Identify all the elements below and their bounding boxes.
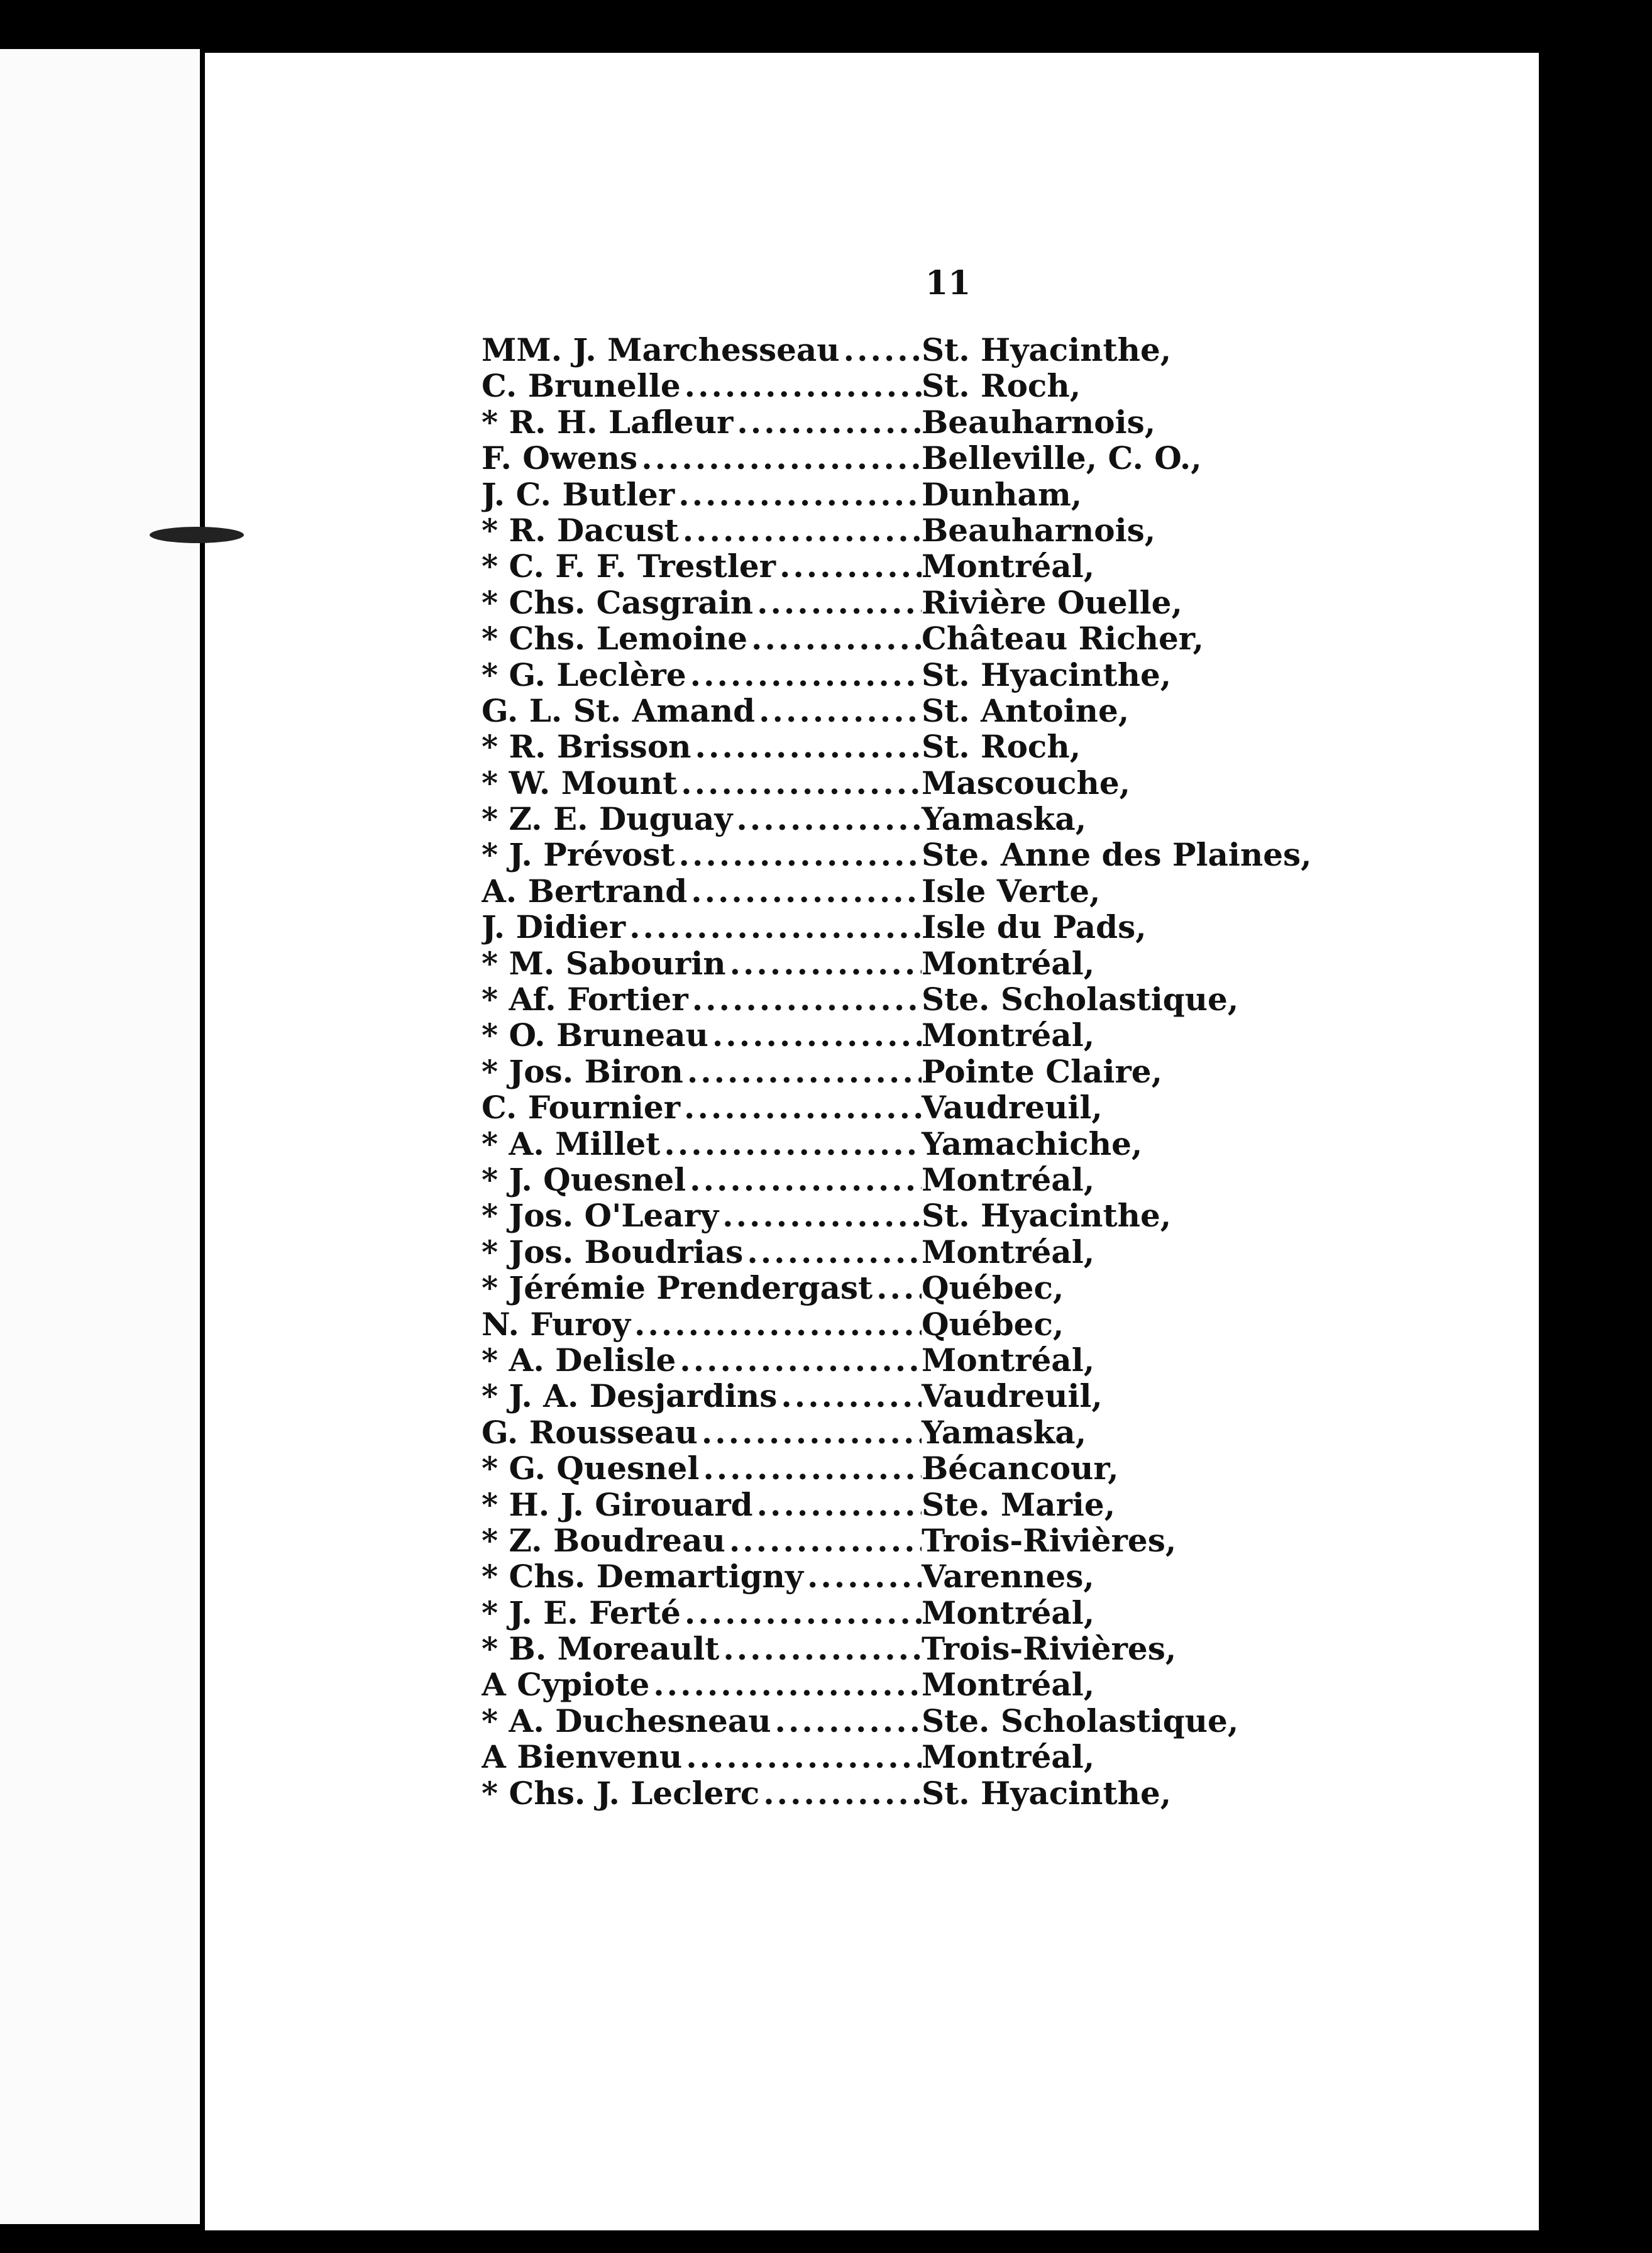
- list-item: [482, 1558, 1324, 1594]
- entry-name: * Z. E. Duguay: [482, 801, 733, 837]
- list-item: [482, 1089, 1324, 1125]
- entry-place: St. Roch,: [922, 367, 1081, 405]
- list-item: [482, 1378, 1324, 1414]
- entry-name-cell: [482, 1017, 922, 1053]
- list-item: [482, 1054, 1324, 1089]
- dot-leader: [683, 512, 922, 548]
- entry-name: * Chs. Demartigny: [482, 1558, 803, 1595]
- list-item: [482, 1775, 1324, 1811]
- dot-leader: [757, 1487, 922, 1523]
- dot-leader: [653, 1666, 922, 1702]
- entry-place: Montréal,: [922, 1016, 1095, 1054]
- entry-name-cell: [482, 512, 922, 548]
- entry-place: Montréal,: [922, 548, 1095, 585]
- entry-name-cell: [482, 368, 922, 404]
- list-item: [482, 476, 1324, 512]
- entry-name-cell: [482, 1270, 922, 1306]
- entry-name-cell: [482, 1089, 922, 1125]
- list-item: [482, 693, 1324, 729]
- dot-leader: [844, 332, 922, 368]
- entry-place: Québec,: [922, 1305, 1064, 1343]
- list-item: [482, 1017, 1324, 1053]
- entry-name: * J. Prévost: [482, 837, 675, 873]
- entry-name: * Jos. O'Leary: [482, 1198, 719, 1234]
- page-number: 11: [925, 264, 971, 302]
- entry-place: Isle du Pads,: [922, 908, 1147, 946]
- entry-name-cell: [482, 945, 922, 981]
- list-item: [482, 585, 1324, 620]
- list-item: [482, 1487, 1324, 1523]
- entry-name-cell: [482, 1126, 922, 1162]
- entry-place: Ste. Marie,: [922, 1485, 1116, 1523]
- dot-leader: [641, 440, 922, 476]
- list-item: [482, 765, 1324, 801]
- entry-name-cell: [482, 1631, 922, 1666]
- list-item: [482, 981, 1324, 1017]
- dot-leader: [736, 801, 922, 837]
- entry-name: * M. Sabourin: [482, 945, 726, 981]
- list-item: [482, 1306, 1324, 1342]
- list-item: [482, 1342, 1324, 1378]
- dot-leader: [686, 1739, 922, 1775]
- entry-place: Varennes,: [922, 1558, 1094, 1595]
- list-item: [482, 657, 1324, 693]
- entry-place: Dunham,: [922, 475, 1082, 513]
- dot-leader: [687, 1054, 922, 1089]
- entry-place: Yamaska,: [922, 800, 1087, 838]
- entry-place: Trois-Rivières,: [922, 1630, 1177, 1668]
- list-item: [482, 1595, 1324, 1631]
- entry-name-cell: [482, 765, 922, 801]
- list-item: [482, 1631, 1324, 1666]
- list-item: [482, 1666, 1324, 1702]
- entry-name: * A. Delisle: [482, 1341, 676, 1378]
- entry-place: Rivière Ouelle,: [922, 583, 1182, 621]
- dot-leader: [751, 620, 922, 656]
- entry-name: * Z. Boudreau: [482, 1522, 725, 1558]
- entry-name-cell: [482, 332, 922, 368]
- entry-name: * A. Duchesneau: [482, 1702, 771, 1739]
- dot-leader: [781, 1378, 922, 1414]
- facing-page-edge: [0, 49, 200, 2224]
- entry-name-cell: [482, 476, 922, 512]
- entry-place: Beauharnois,: [922, 511, 1156, 549]
- list-item: [482, 873, 1324, 909]
- entry-name-cell: [482, 1595, 922, 1631]
- entry-name-cell: [482, 729, 922, 764]
- dot-leader: [690, 1162, 922, 1198]
- entry-name: * B. Moreault: [482, 1631, 720, 1667]
- entry-name-cell: [482, 1450, 922, 1486]
- entry-name-cell: [482, 404, 922, 440]
- entry-place: Vaudreuil,: [922, 1089, 1103, 1126]
- entry-name: * R. H. Lafleur: [482, 404, 734, 440]
- dot-leader: [747, 1234, 922, 1270]
- dot-leader: [685, 1595, 922, 1631]
- entry-place: St. Hyacinthe,: [922, 1774, 1172, 1812]
- entry-name-cell: [482, 657, 922, 693]
- entry-name-cell: [482, 1306, 922, 1342]
- entry-place: Vaudreuil,: [922, 1377, 1103, 1415]
- dot-leader: [775, 1703, 922, 1739]
- dot-leader: [681, 765, 922, 801]
- entry-name: * R. Brisson: [482, 729, 691, 765]
- dot-leader: [807, 1558, 922, 1594]
- entry-place: Ste. Scholastique,: [922, 1702, 1239, 1739]
- entry-name: * Jos. Boudrias: [482, 1233, 744, 1270]
- dot-leader: [684, 1089, 922, 1125]
- entry-place: Montréal,: [922, 944, 1095, 982]
- entry-place: St. Roch,: [922, 728, 1081, 766]
- entry-place: St. Hyacinthe,: [922, 331, 1172, 368]
- entry-name-cell: [482, 1198, 922, 1233]
- entry-name-cell: [482, 1342, 922, 1378]
- entry-place: Yamachiche,: [922, 1125, 1143, 1162]
- list-item: [482, 1234, 1324, 1270]
- list-item: [482, 945, 1324, 981]
- entry-place: Belleville, C. O.,: [922, 439, 1202, 477]
- entry-place: St. Antoine,: [922, 691, 1130, 729]
- dot-leader: [759, 693, 922, 729]
- entry-name-cell: [482, 1054, 922, 1089]
- entry-name-cell: [482, 981, 922, 1017]
- entry-name: MM. J. Marchesseau: [482, 332, 840, 368]
- entry-name-cell: [482, 1162, 922, 1198]
- entry-name: * R. Dacust: [482, 512, 679, 548]
- entry-place: St. Hyacinthe,: [922, 656, 1172, 693]
- list-item: [482, 729, 1324, 764]
- entry-name-cell: [482, 873, 922, 909]
- dot-leader: [757, 585, 922, 620]
- entry-name: C. Fournier: [482, 1089, 681, 1126]
- entry-name: * Af. Fortier: [482, 981, 688, 1018]
- entry-name-cell: [482, 1666, 922, 1702]
- entry-name: * J. Quesnel: [482, 1161, 686, 1198]
- entry-name: C. Brunelle: [482, 368, 681, 404]
- dot-leader: [779, 548, 922, 584]
- dot-leader: [629, 909, 922, 945]
- entry-name-cell: [482, 801, 922, 837]
- entry-name-cell: [482, 693, 922, 729]
- list-item: [482, 440, 1324, 476]
- list-item: [482, 801, 1324, 837]
- dot-leader: [695, 729, 922, 764]
- ink-smudge: [150, 527, 244, 543]
- list-item: [482, 1126, 1324, 1162]
- dot-leader: [685, 368, 922, 404]
- entry-place: Mascouche,: [922, 764, 1131, 801]
- entry-name-cell: [482, 909, 922, 945]
- entry-name: * G. Leclère: [482, 656, 686, 693]
- list-item: [482, 909, 1324, 945]
- dot-leader: [678, 476, 922, 512]
- entry-name-cell: [482, 1487, 922, 1523]
- entry-name: * H. J. Girouard: [482, 1486, 753, 1523]
- entry-name: * G. Quesnel: [482, 1450, 700, 1487]
- entry-name-cell: [482, 1558, 922, 1594]
- list-item: [482, 404, 1324, 440]
- list-item: [482, 368, 1324, 404]
- dot-leader: [690, 657, 922, 693]
- entry-name: * Jos. Biron: [482, 1053, 683, 1089]
- entry-place: Château Richer,: [922, 620, 1204, 658]
- list-item: [482, 512, 1324, 548]
- page-edge-shadow: [1539, 38, 1608, 2238]
- dot-leader: [702, 1414, 922, 1450]
- entry-place: Beauharnois,: [922, 403, 1156, 441]
- entry-place: Québec,: [922, 1269, 1064, 1307]
- entry-name: N. Furoy: [482, 1306, 631, 1342]
- entry-name: * C. F. F. Trestler: [482, 548, 776, 585]
- entry-place: St. Hyacinthe,: [922, 1197, 1172, 1235]
- entry-name: J. Didier: [482, 909, 626, 945]
- entry-name: A Bienvenu: [482, 1739, 683, 1775]
- list-item: [482, 548, 1324, 584]
- entry-place: Isle Verte,: [922, 872, 1101, 910]
- list-item: [482, 837, 1324, 873]
- dot-leader: [730, 945, 922, 981]
- entry-name: * Chs. Lemoine: [482, 620, 748, 657]
- list-item: [482, 1703, 1324, 1739]
- entry-name-cell: [482, 1703, 922, 1739]
- dot-leader: [691, 873, 922, 909]
- list-item: [482, 1523, 1324, 1558]
- entry-place: Ste. Anne des Plaines,: [922, 836, 1312, 874]
- entry-name-cell: [482, 440, 922, 476]
- entry-name: G. L. St. Amand: [482, 692, 756, 729]
- dot-leader: [634, 1306, 922, 1342]
- entry-name-cell: [482, 837, 922, 873]
- entry-place: Montréal,: [922, 1341, 1095, 1379]
- member-list: [482, 332, 1324, 1811]
- entry-place: Montréal,: [922, 1666, 1095, 1704]
- entry-place: Montréal,: [922, 1160, 1095, 1198]
- list-item: [482, 332, 1324, 368]
- entry-name: * Jérémie Prendergast: [482, 1270, 873, 1306]
- entry-place: Pointe Claire,: [922, 1052, 1163, 1090]
- dot-leader: [680, 1342, 922, 1378]
- entry-name: A Cypiote: [482, 1666, 650, 1703]
- entry-name-cell: [482, 1414, 922, 1450]
- list-item: [482, 1739, 1324, 1775]
- entry-name: * W. Mount: [482, 764, 678, 801]
- entry-name-cell: [482, 1234, 922, 1270]
- entry-place: Montréal,: [922, 1233, 1095, 1270]
- list-item: [482, 1414, 1324, 1450]
- entry-name: G. Rousseau: [482, 1414, 698, 1450]
- dot-leader: [763, 1775, 922, 1811]
- entry-name: * Chs. Casgrain: [482, 584, 754, 620]
- list-item: [482, 1162, 1324, 1198]
- dot-leader: [723, 1631, 922, 1666]
- entry-name-cell: [482, 1739, 922, 1775]
- entry-name: * O. Bruneau: [482, 1017, 708, 1054]
- entry-place: Trois-Rivières,: [922, 1521, 1177, 1559]
- entry-name-cell: [482, 1378, 922, 1414]
- entry-name: A. Bertrand: [482, 873, 688, 909]
- dot-leader: [737, 404, 922, 440]
- entry-place: Montréal,: [922, 1738, 1095, 1776]
- entry-name-cell: [482, 1523, 922, 1558]
- entry-name-cell: [482, 585, 922, 620]
- entry-name: * J. A. Desjardins: [482, 1378, 778, 1414]
- dot-leader: [722, 1198, 922, 1233]
- entry-name: F. Owens: [482, 440, 638, 476]
- entry-place: Bécancour,: [922, 1450, 1119, 1487]
- entry-name-cell: [482, 1775, 922, 1811]
- entry-name-cell: [482, 620, 922, 656]
- list-item: [482, 1450, 1324, 1486]
- entry-name-cell: [482, 548, 922, 584]
- entry-name: J. C. Butler: [482, 476, 675, 512]
- dot-leader: [712, 1017, 922, 1053]
- dot-leader: [692, 981, 922, 1017]
- list-item: [482, 620, 1324, 656]
- list-item: [482, 1198, 1324, 1233]
- entry-place: Yamaska,: [922, 1413, 1087, 1451]
- dot-leader: [729, 1523, 922, 1558]
- entry-name: * J. E. Ferté: [482, 1594, 681, 1631]
- list-item: [482, 1270, 1324, 1306]
- entry-place: Ste. Scholastique,: [922, 981, 1239, 1018]
- dot-leader: [679, 837, 922, 873]
- dot-leader: [876, 1270, 922, 1306]
- entry-name: * Chs. J. Leclerc: [482, 1775, 760, 1811]
- dot-leader: [703, 1450, 922, 1486]
- dot-leader: [664, 1126, 922, 1162]
- entry-place: Montréal,: [922, 1594, 1095, 1631]
- entry-name: * A. Millet: [482, 1125, 661, 1162]
